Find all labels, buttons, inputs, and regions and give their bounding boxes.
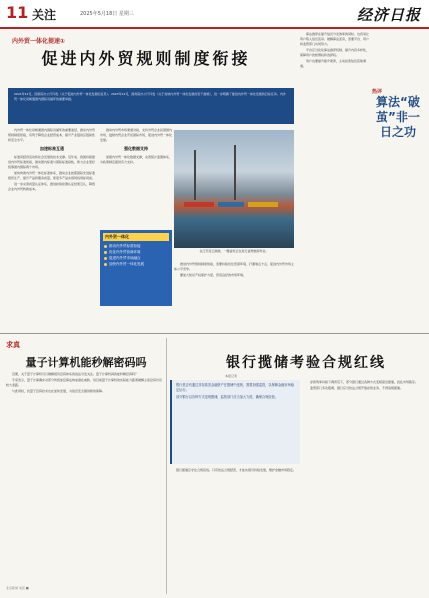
article-column-3	[174, 262, 294, 330]
container-shape	[248, 202, 278, 207]
lead-box	[8, 88, 294, 124]
container-shape	[218, 202, 244, 207]
bullet-icon	[104, 263, 107, 266]
series-label: 内外贸一体化提速①	[12, 38, 66, 45]
page-footer: 北京新闻 电话 ■	[6, 586, 29, 590]
body-text: 平台应当优化算法推荐机制，提升内容多样性，保障用户的知情权和选择权。	[300, 48, 370, 57]
banking-headline: 银行揽储考验合规红线	[226, 355, 386, 371]
bullet-icon	[104, 257, 107, 260]
bullet-icon	[104, 251, 107, 254]
body-text: 存款利率持续下调背景下，部分银行通过各种方式变相高息揽储，扰乱市场秩序。	[310, 380, 419, 384]
body-text: 银行揽储应守住合规底线。只有依法合规经营，才能实现可持续发展，维护金融市场稳定。	[176, 468, 297, 472]
crane-shape	[234, 145, 236, 200]
body-text: 要加大知识产权保护力度，营造良好的市场环境。	[180, 273, 247, 277]
commentary-title: 算法“破茧”非一日之功	[376, 95, 420, 139]
body-text: 内外贸一体化是畅通国内国际双循环的重要途径，推动内外贸规则制度衔接，有利于降低企业经营成本，提升产业链供应链韧性和安全水平。	[8, 128, 96, 142]
commentary-header	[372, 88, 424, 140]
section-divider	[0, 333, 429, 334]
banking-article-left	[170, 468, 300, 590]
photo-caption: 在江苏连云港港，一艘货轮正在进行货物装卸作业。	[199, 249, 269, 253]
body-text: 用户也要提升媒介素养，主动拓宽信息获取渠道。	[300, 59, 367, 68]
quantum-article	[6, 372, 162, 582]
crane-shape	[194, 150, 196, 200]
byline: 本报记者	[225, 374, 238, 378]
banking-article-right	[304, 380, 424, 590]
body-text: 加快构建内外贸一体化标准体系，推动企业按照国际先进标准组织生产，提升产品和服务质量，使更多产品实现同线同标同质。	[8, 171, 96, 180]
page-number: 11	[6, 3, 29, 22]
body-text: 与此同时，抗量子密码技术也在加快发展，为信息安全提供新的保障。	[12, 389, 106, 393]
article-column-2	[100, 128, 172, 228]
bullet-icon	[104, 245, 107, 248]
article-column-1	[8, 128, 96, 328]
info-item-label: 优化内外贸营商环境	[109, 250, 141, 254]
body-text: 加强内外贸一体化数据支撑，完善统计监测体系，为政策制定提供有力支持。	[100, 155, 172, 164]
port-photo	[174, 130, 294, 248]
body-text: 进一步完善质量认证体系，推进检验检测认证结果互认，降低企业内外贸转换成本。	[8, 182, 96, 191]
subhead-2: 强化数据支持	[124, 146, 148, 151]
pull-quote-line: 银行是否有通过非存款类金融资产在揽储中违规，需要加强监管，以保障金融市场稳定运行。	[176, 383, 294, 392]
pull-quote-line: 部分银行以各种方式违规揽储，监管部门应当加大力度，确保合规经营。	[176, 395, 278, 399]
issue-date: 2025年5月18日 星期三	[80, 11, 134, 17]
newspaper-logo: 经济日报	[356, 6, 421, 24]
info-item	[103, 261, 169, 267]
body-text: 算法推荐在提升信息分发效率的同时，也容易让用户陷入信息茧房。破解算法茧房，需要平台、用户和监管部门共同努力。	[300, 32, 370, 46]
container-shape	[184, 202, 214, 207]
pull-quote	[170, 380, 300, 464]
masthead-rule	[0, 27, 429, 29]
lead-text: 2021年12月，国务院办公厅印发《关于促进内外贸一体化发展的意见》。2023年12月，国务院办公厅印发《关于加快内外贸一体化发展的若干措施》，进一步明确了推进内外贸一体化发展的目标任务。内外贸一体化是畅通国内国际双循环的重要举措。	[14, 92, 286, 101]
info-item-label: 加快内外贸一体化发展	[109, 262, 144, 266]
main-headline: 促进内外贸规则制度衔接	[41, 49, 251, 68]
subhead-1: 加速标准互通	[40, 146, 64, 151]
masthead	[0, 0, 429, 28]
quantum-headline: 量子计算机能秒解密码吗	[25, 356, 147, 369]
body-text: 监管部门多次强调，银行应当依法合规开展存款业务，不得违规揽储。	[310, 386, 404, 390]
commentary-tag: 热评	[372, 89, 383, 95]
info-item-label: 推动内外贸标准衔接	[109, 244, 141, 248]
commentary-column	[300, 32, 424, 330]
body-text: 专家表示，量子计算确实对部分传统加密算法构成潜在威胁，但目前量子计算机的实际能力距离破解主流密码仍有较大差距。	[6, 378, 162, 387]
column-tag: 求真	[6, 341, 20, 349]
info-box-title: 内外贸一体化	[103, 233, 169, 241]
commentary-text	[300, 32, 370, 330]
body-text: 推动内外贸市场渠道对接，支持外贸企业拓展国内市场，鼓励内贸企业开拓国际市场，促进内外贸一体化发展。	[100, 128, 172, 142]
info-item-label: 促进内外贸市场融合	[109, 256, 141, 260]
column-rule	[166, 338, 167, 594]
body-text: 推进内外贸规则制度衔接，需要持续优化营商环境，打通堵点卡点，促进内外贸市场主体公平竞争。	[174, 262, 294, 271]
body-text: 近期，关于量子计算机可以破解现有密码体系的说法引发关注。量子计算机真的能秒解密码吗？	[12, 372, 139, 376]
info-box	[100, 230, 172, 306]
body-text: 标准是经济活动和社会发展的技术支撑。近年来，我国持续推进内外贸标准衔接，推动国内标准与国际标准接轨，助力企业更好统筹国内国际两个市场。	[8, 155, 96, 169]
section-name: 关注	[32, 8, 57, 22]
